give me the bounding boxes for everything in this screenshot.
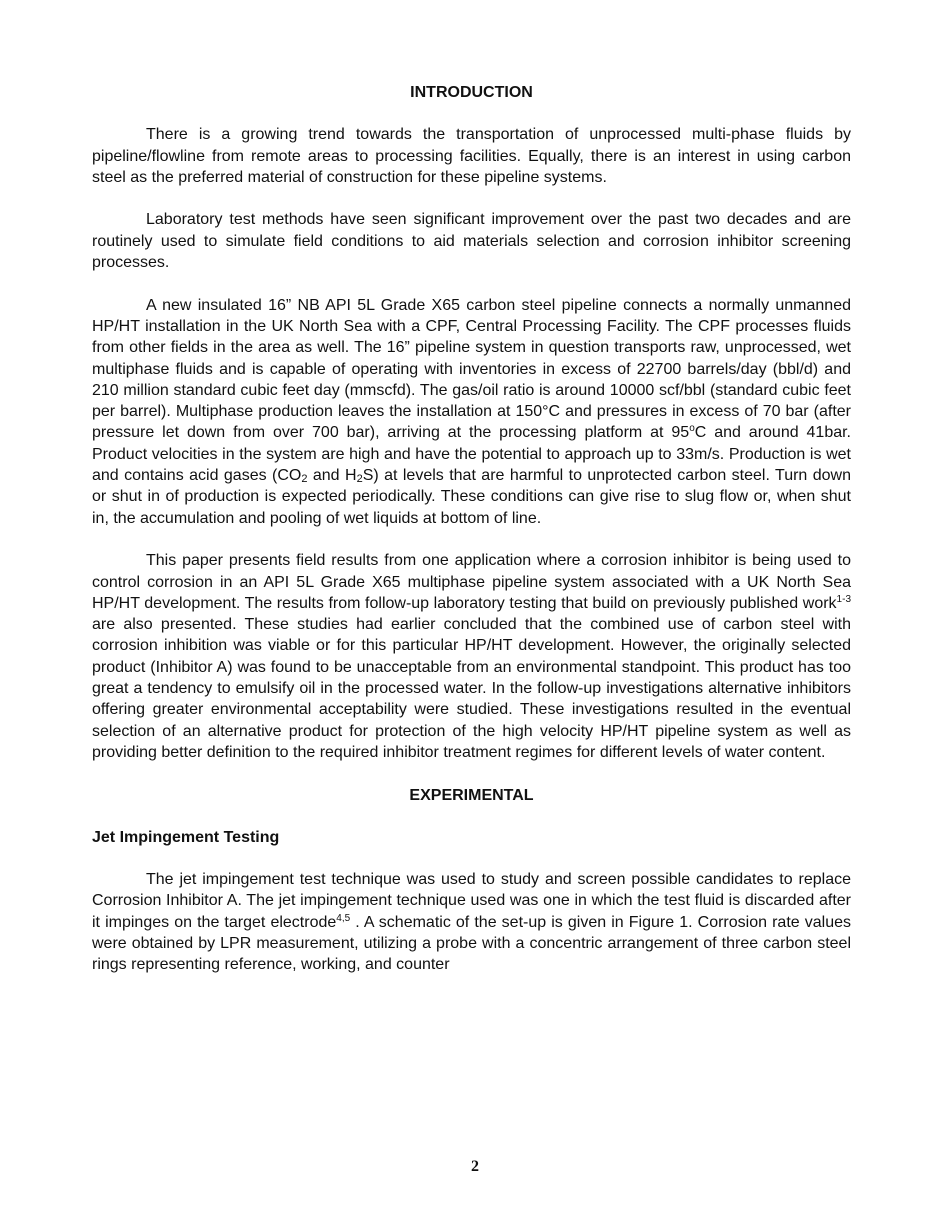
intro-p3-text-2: C and around 41bar. Product velocities in the system are high and have the potential to approach up to 33m/s. Production is wet and contains acid gases (CO xyxy=(92,424,852,485)
intro-paragraph-4 xyxy=(92,550,851,763)
document-body xyxy=(92,82,851,997)
experimental-heading: EXPERIMENTAL xyxy=(409,786,534,804)
reference-superscript: 1-3 xyxy=(836,593,851,605)
intro-p3-text-3: and H xyxy=(307,467,357,485)
intro-paragraph-1: There is a growing trend towards the transportation of unprocessed multi-phase fluids by pipeline/flowline from remote areas to processing facilities. Equally, there is an interest in using carbon steel as the preferred material of construction for these pipeline systems. xyxy=(92,126,851,186)
co2-subscript: 2 xyxy=(301,473,308,486)
jet-paragraph-1 xyxy=(92,869,851,975)
introduction-heading: INTRODUCTION xyxy=(410,84,533,101)
intro-paragraph-2: Laboratory test methods have seen significant improvement over the past two decades and are routinely used to simulate field conditions to aid materials selection and corrosion inhibitor screening processes. xyxy=(92,211,851,272)
intro-p4-text-1: This paper presents field results from one application where a corrosion inhibitor is being used to control corrosion in an API 5L Grade X65 multiphase pipeline system associated with a UK North Sea HP/HT development. The results from follow-up laboratory testing that build on previously published work xyxy=(92,552,851,612)
intro-p3-text-1: A new insulated 16” NB API 5L Grade X65 carbon steel pipeline connects a normally unmanned HP/HT installation in the UK North Sea with a CPF, Central Processing Facility. The CPF processes fluids from other fields in the area as well. The 16” pipeline system in question transports raw, unprocessed, wet multiphase fluids and is capable of operating with inventories in excess of 22700 barrels/day (bbl/d) and 210 million standard cubic feet day (mmscfd). The gas/oil ratio is around 10000 scf/bbl (standard cubic feet per barrel). Multiphase production leaves the installation at 150°C and pressures in excess of 70 bar (after pressure let down from over 700 bar), arriving at the processing platform at 95 xyxy=(92,296,851,442)
intro-paragraph-3 xyxy=(92,295,851,529)
degree-superscript: o xyxy=(689,423,695,435)
page-number: 2 xyxy=(471,1158,479,1175)
h2s-subscript: 2 xyxy=(356,473,363,486)
jet-p1-text-1: The jet impingement test technique was used to study and screen possible candidates to replace Corrosion Inhibitor A. The jet impingement technique used was one in which the test fluid is discarded after it impinges on the target electrode xyxy=(92,871,851,931)
intro-p4-text-2: are also presented. These studies had earlier concluded that the combined use of carbon steel with corrosion inhibition was viable or for this particular HP/HT development. However, the originally selected product (Inhibitor A) was found to be unacceptable from an environmental standpoint. This product has too great a tendency to emulsify oil in the processed water. In the follow-up investigations alternative inhibitors offering greater environmental acceptability were studied. These investigations resulted in the eventual selection of an alternative product for protection of the high velocity HP/HT pipeline system as well as providing better definition to the required inhibitor treatment regimes for different levels of water content. xyxy=(92,616,851,761)
reference-superscript: 4,5 xyxy=(336,912,351,924)
jet-p1-text-2: . A schematic of the set-up is given in Figure 1. Corrosion rate values were obtained by LPR measurement, utilizing a probe with a concentric arrangement of three carbon steel rings representing reference, working, and counter xyxy=(92,913,852,974)
intro-p3-text-4: S) at levels that are harmful to unprotected carbon steel. Turn down or shut in of production is expected periodically. These conditions can give rise to slug flow or, when shut in, the accumulation and pooling of wet liquids at bottom of line. xyxy=(92,467,851,527)
jet-impingement-heading: Jet Impingement Testing xyxy=(92,828,280,846)
